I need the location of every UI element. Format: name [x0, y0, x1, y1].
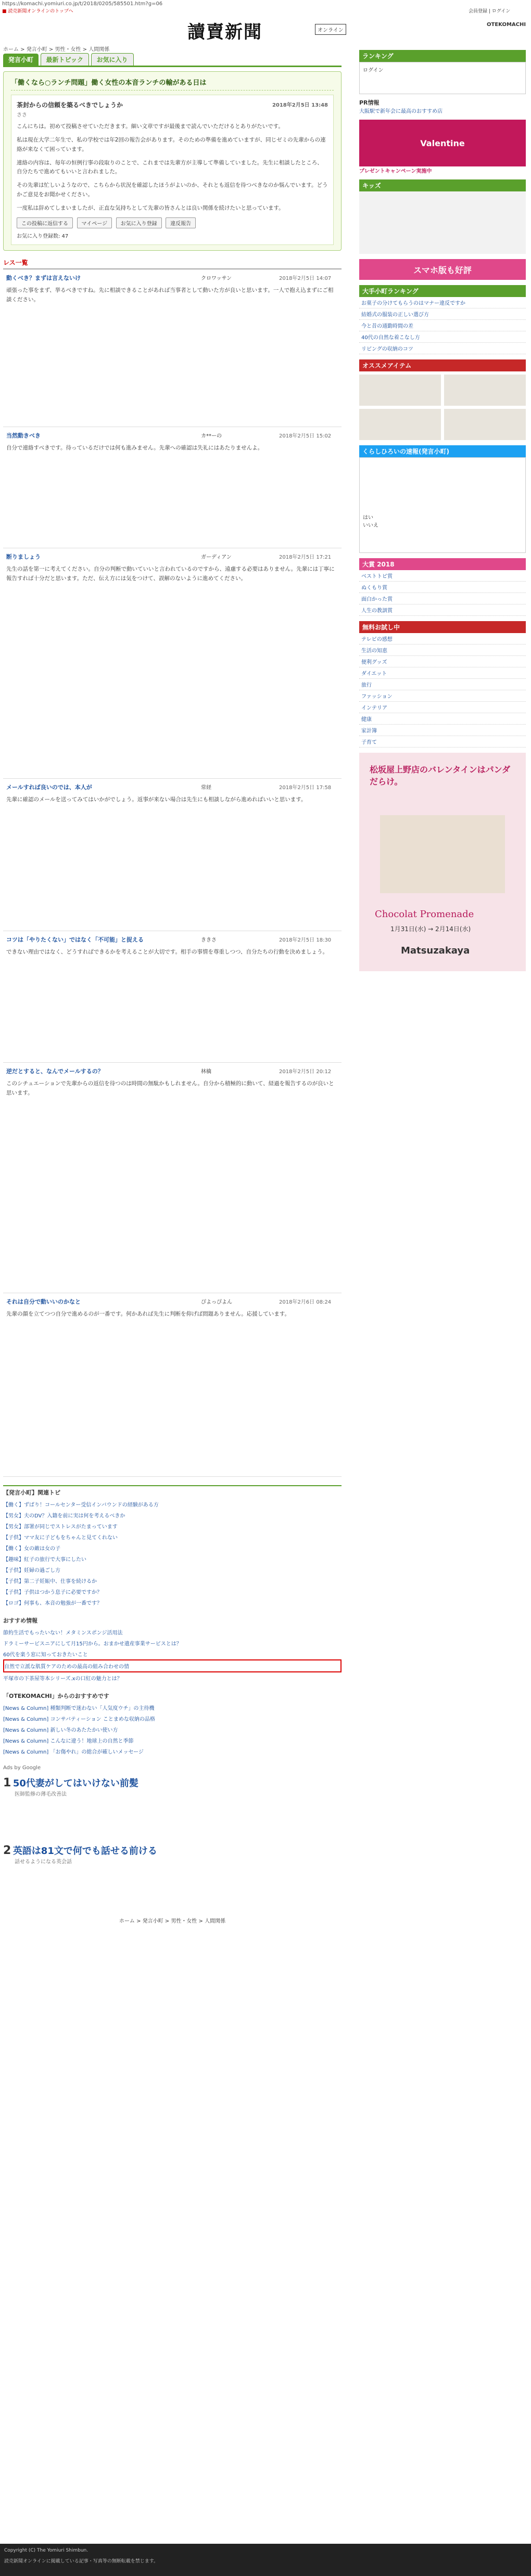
ad-num: 2 — [3, 1844, 11, 1857]
twitter-heading[interactable]: くらしひろいの速報(発言小町) — [359, 445, 526, 457]
valentine-title: Valentine — [420, 138, 465, 148]
ranking-list — [359, 297, 526, 354]
ranking-item[interactable]: 40代の自然な着こなし方 — [359, 331, 526, 343]
response-body: 頑張った事をまず、挙るべきですね。先に相談できることがあれば当事者として動いた方が良いと思います。一人で抱え込まずにご相談ください。 — [6, 287, 334, 303]
top-link[interactable]: ■ 読売新聞オンラインのトップへ — [2, 9, 73, 14]
response-name: ききさ — [201, 937, 217, 943]
pr-title: PR情報 — [359, 99, 380, 106]
response-date: 2018年2月5日 15:02 — [279, 433, 332, 439]
copyright: Copyright (C) The Yomiuri Shimbun. — [4, 2548, 88, 2553]
item-image[interactable] — [444, 375, 526, 406]
sidebar — [359, 45, 526, 971]
smartphone-banner[interactable] — [359, 259, 526, 280]
ranking-tab[interactable]: ランキング — [359, 50, 526, 62]
matsuzakaya-ad[interactable] — [359, 753, 526, 971]
ranking-item[interactable]: 結婚式の服装の正しい選び方 — [359, 308, 526, 320]
osusume-item[interactable]: 60代を楽う窓に知っておきたいこと — [3, 1652, 88, 1658]
related-item[interactable]: 【働く】女の敵は女の子 — [3, 1545, 60, 1552]
response-name: カ**ーの — [201, 433, 222, 439]
award-item[interactable]: 人生の教訓賞 — [359, 604, 526, 616]
ranking-item[interactable]: 今と昔の通勤時間の差 — [359, 320, 526, 331]
response-title[interactable]: 逆だとすると、なんでメールするの？ — [6, 1067, 104, 1075]
valentine-banner[interactable] — [359, 120, 526, 166]
survey-item[interactable]: 子育て — [359, 736, 526, 748]
award-list — [359, 570, 526, 616]
item-image[interactable] — [359, 409, 441, 440]
favorite-count: お気に入り登録数: 47 — [17, 233, 69, 239]
question-para: 私は現在大学二年生で、私の学校では年2回の報告会があります。そのための準備を進めていますが、同じゼミの先輩からの連絡が来なくて困っています。 — [17, 136, 326, 152]
google-ads — [3, 1765, 342, 1906]
response-body: できない理由ではなく、どうすればできるかを考えることが大切です。相手の事情を尊重しつつ、自分たちの行動を決めましょう。 — [6, 948, 328, 955]
response-date: 2018年2月5日 18:30 — [279, 937, 332, 943]
otemachi-title: 「OTEKOMACHI」からのおすすめです — [3, 1692, 109, 1699]
ad-desc: 話せるようになる英会話 — [15, 1859, 72, 1865]
otemachi-logo[interactable]: OTEKOMACHI — [487, 22, 526, 28]
otemachi-item[interactable]: [News & Column] 「お傷やれ」の総合が確しいメッセージ — [3, 1749, 144, 1755]
ad-desc: 医師監修の薄毛改善法 — [15, 1791, 67, 1797]
survey-item[interactable]: インテリア — [359, 702, 526, 713]
ad-item[interactable] — [3, 1844, 342, 1906]
response-date: 2018年2月5日 14:07 — [279, 275, 332, 281]
otemachi-list — [3, 1702, 342, 1757]
site-footer — [0, 2544, 531, 2576]
response-item — [3, 1063, 342, 1293]
related-title: 【発言小町】関連トピ — [3, 1489, 60, 1496]
response-name: ガーディアン — [201, 554, 232, 560]
question-para: その先輩は忙しいようなので、こちらから状況を確認したほうがよいのか、それとも返信を待つべきなのか悩んでいます。どうかご意見をお聞かせください。 — [17, 182, 328, 198]
tab-bar — [3, 53, 342, 67]
pr-text[interactable]: 大阪駅で新年会に最高のおすすめ店 — [359, 109, 443, 114]
related-item[interactable]: 【子供】第二子妊娠中、仕事を続けるか — [3, 1578, 97, 1585]
tab-komachi[interactable]: 発言小町 — [3, 54, 39, 66]
report-button[interactable]: 違反報告 — [166, 217, 196, 228]
survey-heading: 無料お試し中 — [359, 621, 526, 633]
survey-item[interactable]: ダイエット — [359, 667, 526, 679]
response-date: 2018年2月5日 20:12 — [279, 1068, 332, 1075]
otemachi-item[interactable]: [News & Column] 新しい冬のあたたかい使い方 — [3, 1727, 118, 1733]
choco-date: 1月31日(水) → 2月14日(水) — [390, 925, 471, 933]
top-login[interactable]: 会員登録 | ログイン — [469, 9, 511, 14]
responses-list — [3, 269, 342, 1477]
award-heading: 大賞 2018 — [359, 558, 526, 570]
award-item[interactable]: 面白かった賞 — [359, 593, 526, 604]
otemachi-section — [3, 1690, 342, 1757]
poll-option[interactable]: はい — [363, 515, 373, 521]
online-badge: オンライン — [315, 24, 346, 35]
related-item[interactable]: 【子供】ママ友に子どもをちゃんと見てくれない — [3, 1535, 118, 1541]
response-item — [3, 1293, 342, 1477]
top-bar — [0, 7, 531, 16]
url-bar: https://komachi.yomiuri.co.jp/t/2018/0205/585501.htm?g=06 — [2, 1, 163, 7]
question-para: 一度私は辞めてしまいましたが、正直な気持ちとして先輩の皆さんとは良い関係を続けたいと思っています。 — [17, 204, 284, 211]
ad-headline[interactable]: 50代妻がしてはいけない前髪 — [12, 1778, 138, 1789]
mypage-button[interactable]: マイページ — [77, 217, 112, 228]
osusume-item[interactable]: 平塚市の下茶屋等本シリーズ.xの口紅の魅力とは？ — [3, 1676, 122, 1682]
poll-option[interactable]: いいえ — [363, 523, 378, 529]
items-heading: オススメアイテム — [359, 359, 526, 371]
survey-item[interactable]: 家計簿 — [359, 725, 526, 736]
response-date: 2018年2月5日 17:21 — [279, 554, 332, 560]
ranking-heading: 大手小町ランキング — [359, 285, 526, 297]
response-title[interactable]: コツは「やりたくない」ではなく「不可能」と捉える — [6, 936, 144, 943]
award-item[interactable]: ぬくもり賞 — [359, 582, 526, 593]
response-name: 常経 — [201, 784, 211, 791]
ads-title: Ads by Google — [3, 1764, 41, 1771]
survey-item[interactable]: 生活の知恵 — [359, 645, 526, 656]
related-item[interactable]: 【男女】夫のDV？入籍を前に実は何を考えるべきか — [3, 1513, 125, 1519]
response-name: ぴよっぴよん — [201, 1299, 232, 1305]
survey-item[interactable]: テレビの感想 — [359, 633, 526, 645]
login-heading[interactable]: ログイン — [363, 68, 384, 73]
item-image[interactable] — [359, 375, 441, 406]
question-author: ささ — [17, 112, 27, 118]
items-grid — [359, 375, 526, 440]
matsuzakaya-headline: 松坂屋上野店のバレンタインはパンダだらけ。 — [370, 765, 511, 787]
topic-panel — [3, 71, 342, 251]
otemachi-item[interactable]: [News & Column] コンサバティーション ことまめな収納の品格 — [3, 1716, 155, 1722]
question-buttons — [17, 217, 328, 228]
response-body: このシチュエーションで先輩からの返信を待つのは時間の無駄かもしれません。自分から積極的に動いて、経過を報告するのが良いと思います。 — [6, 1080, 334, 1096]
response-name: クロワッサン — [201, 275, 232, 281]
valentine-sub: プレゼントキャンペーン実施中 — [359, 169, 432, 174]
smartphone-text: スマホ版も好評 — [413, 265, 472, 275]
survey-item[interactable]: 健康 — [359, 713, 526, 725]
otemachi-item[interactable]: [News & Column] 種類判断で迷わない「人気度ウチ」の主待機 — [3, 1705, 155, 1711]
related-topics — [3, 1485, 342, 1608]
bottom-breadcrumb[interactable]: ホーム > 発言小町 > 男性・女性 > 人間関係 — [119, 1918, 226, 1924]
ad-item[interactable] — [3, 1776, 342, 1838]
survey-item[interactable]: 便利グッズ — [359, 656, 526, 667]
response-title[interactable]: メールすれば良いのでは、本人が — [6, 783, 92, 791]
responses-heading: レス一覧 — [3, 258, 342, 269]
ad-num: 1 — [3, 1776, 11, 1789]
ranking-item[interactable]: お菓子の分けてもらうのはマナー違反ですか — [359, 297, 526, 308]
response-date: 2018年2月5日 17:58 — [279, 784, 332, 791]
tab-latest[interactable]: 最新トピック — [41, 53, 90, 66]
osusume-list — [3, 1627, 342, 1683]
matsuzakaya-logo: Matsuzakaya — [401, 945, 470, 956]
choco-title: Chocolat Promenade — [375, 909, 474, 920]
reply-button[interactable]: この投稿に返信する — [17, 217, 73, 228]
related-item[interactable]: 【子供】子供はつかう息子に必要ですか？ — [3, 1589, 102, 1595]
kids-heading: キッズ — [359, 179, 526, 191]
ranking-item[interactable]: リビングの収納のコツ — [359, 343, 526, 354]
twitter-box — [359, 457, 526, 553]
response-title[interactable]: 動くべき？まずは言えないけ — [6, 274, 81, 281]
panda-image — [380, 815, 505, 893]
response-item — [3, 779, 342, 931]
question-para: こんにちは。初めて投稿させていただきます。細い文章ですが最後まで読んでいただけるとありがたいです。 — [17, 123, 284, 130]
question-title: 茶封からの信頼を築るべきでしょうか 2018年2月5日 13:48 — [17, 101, 328, 109]
question-date: 2018年2月5日 13:48 — [272, 102, 328, 108]
response-body: 先輩の顔を立てつつ自分で進めるのが一番です。何かあれば先生に判断を仰げば問題ありません。応援しています。 — [6, 1310, 290, 1317]
response-body: 先輩に確認のメールを送ってみてはいかがでしょう。返事が来ない場合は先生にも相談しながら進めればいいと思います。 — [6, 796, 307, 803]
related-list — [3, 1499, 342, 1608]
response-body: 自分で連絡すべきです。待っているだけでは何も進みません。先輩への確認は失礼にはあたりませんよ。 — [6, 444, 263, 451]
osusume-section — [3, 1614, 342, 1683]
osusume-item[interactable]: ドラミーサービスニアにして月15円から。おまかせ遺産事業サービスとは？ — [3, 1641, 182, 1647]
panel-title: 「働くなら○ランチ問題」働く女性の本音ランチの輸がある日は — [11, 77, 334, 91]
response-item — [3, 548, 342, 779]
main-column — [3, 45, 342, 1924]
ad-headline[interactable]: 英語は81文で何でも話せる前ける — [12, 1845, 157, 1857]
related-item[interactable]: 【趣味】紅子の旅行で大事にしたい — [3, 1556, 86, 1563]
response-title[interactable]: 断りましょう — [6, 553, 41, 560]
site-logo[interactable]: 讀賣新聞 — [187, 22, 262, 43]
related-item[interactable]: 【男女】部署が同じでストレスがたまっています — [3, 1524, 118, 1530]
response-name: 林檎 — [201, 1068, 211, 1075]
related-item[interactable]: 【子供】妊婦の過ごし方 — [3, 1567, 60, 1574]
question-para: 連絡の内容は、毎年の恒例行事の段取りのことで、これまでは先輩方が主導して準備していました。先生に相談したところ、自分たちで進めてもいいと言われました。 — [17, 159, 323, 175]
otemachi-item[interactable]: [News & Column] こんなに違う！地球上の自然と季節 — [3, 1738, 134, 1744]
related-item[interactable]: 【働く】ずばり！コールセンター受信インバウンドの経験がある方 — [3, 1502, 159, 1508]
tab-favorites[interactable]: お気に入り — [91, 53, 134, 66]
osusume-title: おすすめ情報 — [3, 1617, 38, 1624]
response-title[interactable]: 当然動きべき — [6, 432, 41, 439]
favorite-button[interactable]: お気に入り登録 — [116, 217, 162, 228]
response-body: 先生の話を第一に考えてください。自分の判断で動いていいと言われているのですから、遠慮する必要はありません。先輩には丁寧に報告すれば十分だと思います。ただ、伝え方には気をつけて、誤解のないように進めてください。 — [6, 565, 335, 582]
response-item — [3, 427, 342, 548]
osusume-item-highlighted[interactable]: 自然で立派な肌質ケアのための最高の組み合わせの情 — [3, 1659, 342, 1672]
footer-note: 読売新聞オンラインに掲載している記事・写真等の無断転載を禁じます。 — [4, 2559, 159, 2564]
osusume-item[interactable]: 節約生活でもったいない！メタミンスポンジ活用法 — [3, 1630, 123, 1636]
award-item[interactable]: ベストトピ賞 — [359, 570, 526, 582]
response-date: 2018年2月6日 08:24 — [279, 1299, 332, 1305]
survey-list — [359, 633, 526, 748]
question-body — [17, 122, 328, 213]
response-item — [3, 931, 342, 1063]
login-box — [359, 62, 526, 94]
response-item — [3, 269, 342, 427]
item-image[interactable] — [444, 409, 526, 440]
survey-item[interactable]: ファッション — [359, 690, 526, 702]
breadcrumb[interactable]: ホーム > 発言小町 > 男性・女性 > 人間関係 — [3, 47, 110, 53]
survey-item[interactable]: 旅行 — [359, 679, 526, 690]
question-box — [11, 95, 334, 245]
response-title[interactable]: それは自分で動いいのかなと — [6, 1298, 81, 1305]
related-item[interactable]: 【ロゴ】何事も、本音の勉強が一番です？ — [3, 1600, 102, 1606]
kids-box — [359, 191, 526, 254]
site-header — [0, 16, 531, 42]
